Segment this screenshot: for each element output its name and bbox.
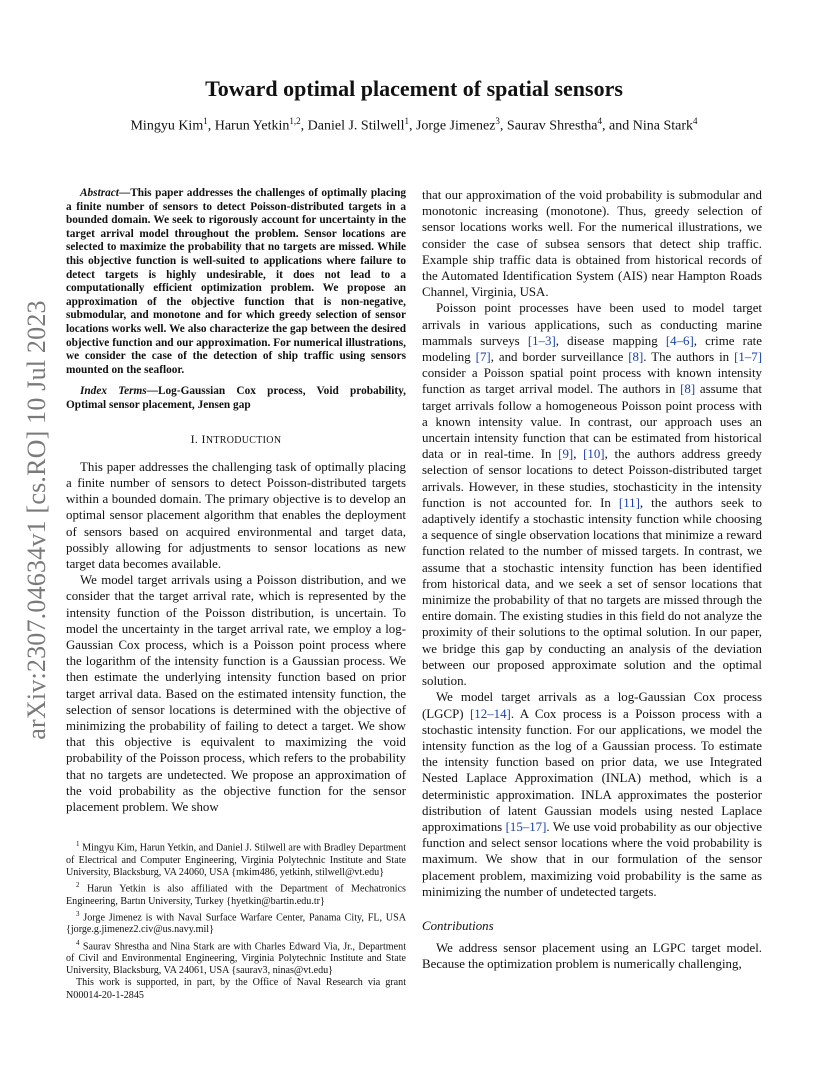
author-name: Mingyu Kim [130, 118, 204, 134]
funding-note: This work is supported, in part, by the Office of Naval Research via grant N00014-20-1-2845 [66, 977, 406, 1001]
footnotes [66, 838, 406, 1002]
abstract-text: —This paper addresses the challenges of optimally placing a finite number of sensors to detect Poisson-distributed targets in a bounded domain. We seek to rigorously account for uncertainty in the target arrival model throughout the problem. Sensor locations are selected to maximize the probability that no targets are missed. While this objective function is well-suited to applications where failure to detect targets is highly undesirable, it does not lead to a computationally efficient optimization problem. We propose an approximation of the objective function that is non-negative, submodular, and monotone and for which greedy selection of sensor locations works well. We also characterize the gap between the desired objective function and our approximation. For numerical illustrations, we consider the case of the detection of ship traffic using sensors mounted on the seafloor. [66, 187, 406, 376]
section-initial: I [201, 431, 206, 446]
abstract-label: Abstract [80, 187, 119, 199]
arxiv-id-text: arXiv:2307.04634v1 [cs.RO] 10 Jul 2023 [22, 300, 51, 740]
index-terms-label: Index Terms [80, 385, 147, 398]
subsection-heading-contributions: Contributions [422, 918, 494, 933]
author-affiliation: 1,2 [289, 116, 301, 126]
citation-link[interactable]: [15–17] [505, 819, 547, 834]
author-affiliation: 1 [404, 116, 409, 126]
text-run: , and border surveillance [490, 350, 629, 365]
author-name: Nina Stark [632, 118, 693, 134]
author-separator: , and [602, 118, 633, 134]
text-run: , the authors seek to adaptively identify a stochastic intensity function while choosing a sequence of single observation locations that minimize a reward function related to the number of missed targets. In contrast, we assume that a stochastic intensity function has been identified from historical data, and we seek a set of sensor locations that minimize the probability of that no targets are missed through the entire domain. The existing studies in this field do not analyze the proximity of their solutions to the optimal solution. In our paper, we bridge this gap by conducting an analysis of the deviation between our proposed approximate solution and the optimal solution. [422, 495, 762, 689]
author-name: Harun Yetkin [214, 118, 290, 134]
author-affiliation: 3 [495, 116, 500, 126]
footnote [66, 908, 406, 937]
citation-link[interactable]: [4–6] [665, 333, 694, 348]
citation-link[interactable]: [10] [583, 447, 605, 462]
abstract [66, 187, 406, 377]
section-title-rest: NTRODUCTION [205, 434, 282, 446]
author-name: Jorge Jimenez [415, 118, 496, 134]
footnote [66, 838, 406, 879]
text-run: , the authors address greedy selection of sensor locations to detect Poisson-distributed target arrivals. However, in these studies, stochasticity in the intensity function is not accounted for. In [422, 447, 762, 510]
author-separator: , [300, 118, 308, 134]
text-run: . The authors in [643, 350, 735, 365]
right-column [422, 187, 762, 973]
body-paragraph [422, 689, 762, 900]
author-separator: , [408, 118, 416, 134]
footnote-marker: 2 [76, 880, 80, 889]
text-run: consider a Poisson spatial point process with known intensity function as target arrival model. The authors in [422, 366, 762, 397]
section-heading-introduction [66, 431, 406, 449]
author-separator: , [499, 118, 507, 134]
text-run: , disease mapping [555, 333, 666, 348]
footnote-text: Saurav Shrestha and Nina Stark are with Charles Edward Via, Jr., Department of Civil and Environmental Engineering, Virginia Polytechnic Institute and State University, Blacksburg, VA 24061, USA {saurav3, ninas@vt.edu} [66, 940, 406, 977]
text-run: . We use void probability as our objective function and select sensor locations where the void probability is maximum. We show that in our formulation of the sensor placement problem, maximizing void probability is the same as minimizing the number of undetected targets. [422, 819, 762, 899]
body-paragraph: This paper addresses the challenging task of optimally placing a finite number of sensors to detect Poisson-distributed targets within a bounded domain. The primary objective is to develop an optimal sensor placement algorithm that enables the deployment of sensors based on acquired environmental and target data, possibly allowing for adjustments to sensor locations as new target data becomes available. [66, 459, 406, 571]
left-column [66, 187, 406, 815]
text-run: . A Cox process is a Poisson process with a stochastic intensity function. For our applications, we model the intensity function as the log of a Gaussian process. To estimate the intensity function based on prior data, we use Integrated Nested Laplace Approximation (INLA) method, which is a deterministic approximation. INLA approximates the posterior distribution of latent Gaussian models using nested Laplace approximations [422, 706, 763, 834]
author-affiliation: 4 [693, 116, 698, 126]
author-affiliation: 1 [203, 116, 208, 126]
body-paragraph [422, 300, 762, 689]
footnote-marker: 4 [76, 938, 80, 947]
footnote-marker: 3 [76, 909, 80, 918]
text-run: , [573, 447, 584, 462]
footnote-marker: 1 [76, 840, 80, 848]
text-run: assume that target arrivals follow a homogeneous Poisson point process with a known intensity value. In contrast, our approach uses an uncertain intensity function that can be estimated from historical data or in real-time. In [422, 382, 762, 462]
citation-link[interactable]: [1–7] [734, 350, 762, 365]
footnote-text: Mingyu Kim, Harun Yetkin, and Daniel J. Stilwell are with Bradley Department of Electrical and Computer Engineering, Virginia Polytechnic Institute and State University, Blacksburg, VA 24060, USA {mkim486, yetkinh, stilwell@vt.edu} [66, 842, 406, 878]
author-separator: , [207, 118, 215, 134]
footnote-text: Harun Yetkin is also affiliated with the Department of Mechatronics Engineering, Bartın University, Turkey {hyetkin@bartin.edu.tr} [66, 883, 406, 907]
author-affiliation: 4 [597, 116, 603, 126]
text-run: Poisson point processes have been used to model target arrivals in various applications, such as conducting marine mammals surveys [422, 301, 762, 348]
citation-link[interactable]: [9] [558, 447, 574, 462]
index-terms [66, 385, 406, 412]
body-paragraph: We address sensor placement using an LGPC target model. Because the optimization problem is numerically challenging, [422, 941, 762, 972]
body-paragraph: We model target arrivals using a Poisson distribution, and we consider that the target arrival rate, which is represented by the intensity function of the Poisson distribution, is uncertain. To model the uncertainty in the target arrival rate, we employ a log-Gaussian Cox process, which is a Poisson point process where the logarithm of the intensity function is a Gaussian process. We then estimate the underlying intensity function based on prior target arrival data. Based on the estimated intensity function, the selection of sensor locations is determined with the objective of minimizing the probability of failing to detect a target. We show that this objective is equivalent to maximizing the void probability of the Poisson process, which refers to the probability that no targets are undetected. We propose an approximation of the void probability as the objective function for the sensor placement problem. We show [66, 573, 406, 814]
citation-link[interactable]: [1–3] [527, 333, 556, 348]
index-terms-text: —Log-Gaussian Cox process, Void probability, Optimal sensor placement, Jensen gap [66, 385, 406, 411]
citation-link[interactable]: [7] [475, 350, 491, 365]
text-run: , crime rate modeling [422, 333, 762, 365]
paper-title: Toward optimal placement of spatial sensors [205, 76, 623, 101]
citation-link[interactable]: [12–14] [470, 706, 511, 721]
text-run: We model target arrivals as a log-Gaussian Cox process (LGCP) [422, 690, 762, 721]
citation-link[interactable]: [8] [680, 382, 696, 397]
footnote [66, 879, 406, 908]
citation-link[interactable]: [8] [628, 350, 644, 365]
citation-link[interactable]: [11] [618, 495, 640, 510]
footnote-text: Jorge Jimenez is with Naval Surface Warfare Center, Panama City, FL, USA {jorge.g.jimenez2.civ@us.navy.mil} [66, 912, 406, 936]
author-name: Daniel J. Stilwell [307, 118, 405, 134]
arxiv-sidebar-identifier [22, 290, 52, 750]
footnote [66, 937, 406, 978]
section-numeral: I. [190, 431, 202, 446]
body-paragraph: that our approximation of the void probability is submodular and monotonic increasing (monotone). Thus, greedy selection of sensor locations works well. For the numerical illustrations, we consider the case of subsea sensors that detect ship traffic. Example ship traffic data is obtained from historical records of the Automated Identification System (AIS) near Hampton Roads Channel, Virginia, USA. [422, 188, 762, 300]
author-list [0, 116, 828, 135]
author-name: Saurav Shrestha [506, 118, 598, 134]
